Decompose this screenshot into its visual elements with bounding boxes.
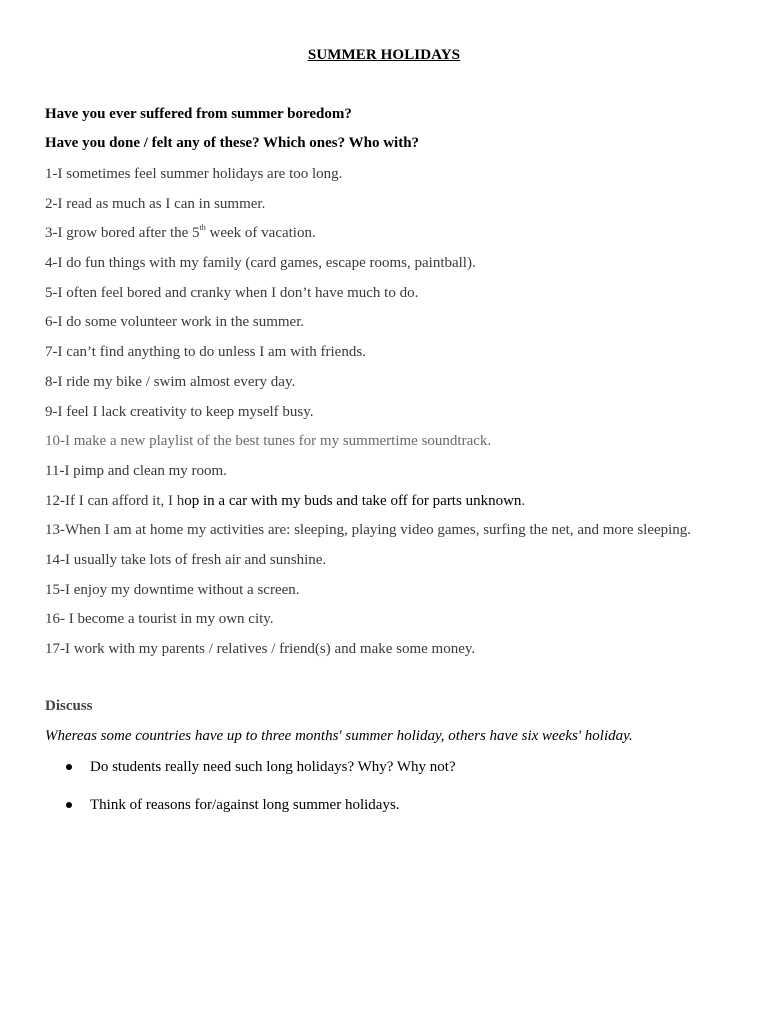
list-item-text: week of vacation. [205, 225, 316, 242]
list-item [45, 224, 745, 254]
list-item: 4-I do fun things with my family (card games, escape rooms, paintball). [45, 255, 476, 272]
list-item: 8-I ride my bike / swim almost every day. [45, 373, 296, 390]
list-item: 5-I often feel bored and cranky when I don’t have much to do. [45, 284, 419, 301]
list-item: 11-I pimp and clean my room. [45, 462, 227, 479]
bullet-text: Do students really need such long holidays? Why? Why not? [90, 759, 456, 775]
list-item-text: 12-If I can afford it, I h [45, 492, 185, 509]
question-boredom: Have you ever suffered from summer boredom? [45, 106, 352, 122]
question-which-ones: Have you done / felt any of these? Which ones? Who with? [45, 135, 420, 151]
list-item: 6-I do some volunteer work in the summer. [45, 314, 305, 331]
list-item: 16- I become a tourist in my own city. [45, 611, 274, 628]
list-item-text: op in a car with my buds and take off for parts unknown [184, 492, 522, 509]
list-item: 15-I enjoy my downtime without a screen. [45, 581, 300, 598]
list-item: 10-I make a new playlist of the best tunes for my summertime soundtrack. [45, 433, 492, 450]
bullet-text: Think of reasons for/against long summer holidays. [90, 797, 400, 813]
list-item: 9-I feel I lack creativity to keep myself busy. [45, 403, 314, 420]
bullet-icon [66, 764, 72, 770]
list-item: 13-When I am at home my activities are: sleeping, playing video games, surfing the net, and more sleeping. [45, 522, 692, 539]
list-item: 1-I sometimes feel summer holidays are too long. [45, 166, 343, 182]
bullet-item [64, 796, 456, 834]
discuss-intro: Whereas some countries have up to three months' summer holiday, others have six weeks' holiday. [45, 728, 633, 744]
ordinal-superscript: th [199, 223, 206, 233]
bullet-icon [66, 802, 72, 808]
list-item: 14-I usually take lots of fresh air and sunshine. [45, 551, 327, 568]
list-item-text: . [521, 492, 526, 509]
list-item-text: 3-I grow bored after the 5 [45, 225, 200, 242]
list-item: 7-I can’t find anything to do unless I am with friends. [45, 344, 366, 361]
discuss-heading: Discuss [45, 698, 93, 714]
list-item: 17-I work with my parents / relatives / friend(s) and make some money. [45, 641, 476, 657]
list-item [45, 492, 745, 522]
list-item: 2-I read as much as I can in summer. [45, 195, 266, 212]
discussion-bullets [64, 758, 456, 834]
bullet-item [64, 758, 456, 796]
activity-list [45, 165, 745, 670]
page-title: SUMMER HOLIDAYS [307, 47, 461, 63]
